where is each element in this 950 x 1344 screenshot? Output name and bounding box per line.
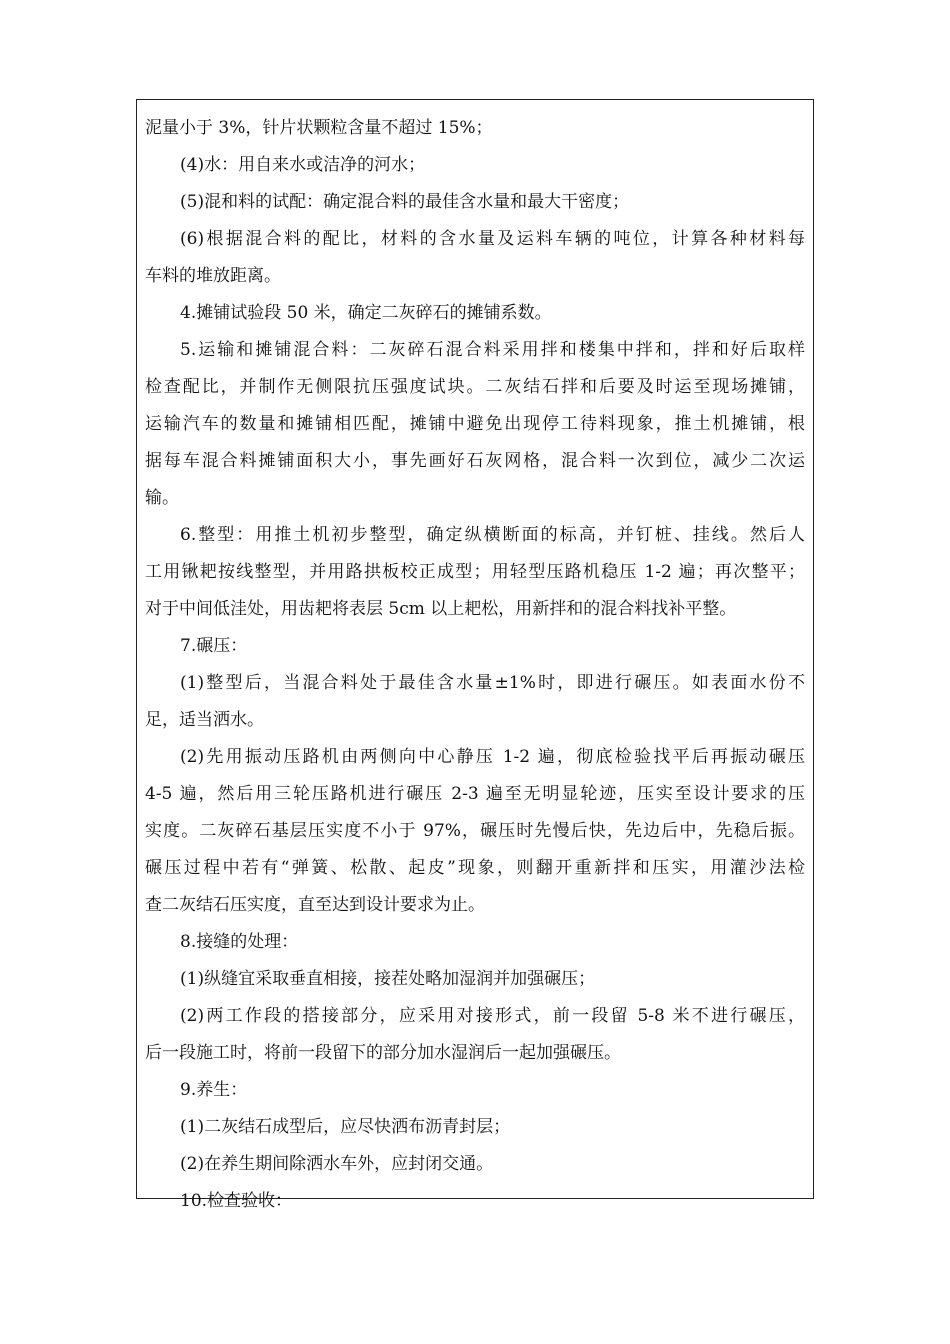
text-line: (5)混和料的试配：确定混合料的最佳含水量和最大干密度；: [180, 192, 630, 212]
text-line: (2)先用振动压路机由两侧向中心静压 1-2 遍，彻底检验找平后再振动碾压: [180, 747, 805, 767]
text-line: (1)整型后，当混合料处于最佳含水量±1%时，即进行碾压。如表面水份不: [180, 673, 805, 693]
text-line: (4)水：用自来水或洁净的河水；: [180, 155, 426, 175]
text-line: 据每车混合料摊铺面积大小，事先画好石灰网格，混合料一次到位，减少二次运: [145, 451, 805, 471]
text-line: (6)根据混合料的配比，材料的含水量及运料车辆的吨位，计算各种材料每: [180, 229, 805, 249]
text-line: 检查配比，并制作无侧限抗压强度试块。二灰结石拌和后要及时运至现场摊铺，: [145, 377, 805, 397]
text-line: (1)纵缝宜采取垂直相接，接茬处略加湿润并加强碾压；: [180, 969, 596, 989]
document-body: [145, 110, 805, 1220]
text-line: 4.摊铺试验段 50 米，确定二灰碎石的摊铺系数。: [180, 303, 552, 323]
text-line: 5.运输和摊铺混合料：二灰碎石混合料采用拌和楼集中拌和，拌和好后取样: [180, 340, 805, 360]
text-line: 工用锹耙按线整型，并用路拱板校正成型；用轻型压路机稳压 1-2 遍；再次整平；: [145, 562, 805, 582]
text-line: 实度。二灰碎石基层压实度不小于 97%，碾压时先慢后快，先边后中，先稳后振。: [145, 821, 805, 841]
text-line: (2)两工作段的搭接部分，应采用对接形式，前一段留 5-8 米不进行碾压，: [180, 1006, 805, 1026]
text-line: (1)二灰结石成型后，应尽快洒布沥青封层；: [180, 1117, 511, 1137]
text-line: 泥量小于 3%，针片状颗粒含量不超过 15%；: [145, 118, 493, 138]
text-line: 运输汽车的数量和摊铺相匹配，摊铺中避免出现停工待料现象，推土机摊铺，根: [145, 414, 805, 434]
text-line: 4-5 遍，然后用三轮压路机进行碾压 2-3 遍至无明显轮迹，压实至设计要求的压: [145, 784, 805, 804]
text-line: 10.检查验收：: [180, 1191, 293, 1211]
document-frame: [136, 99, 814, 1211]
text-line: 查二灰结石压实度，直至达到设计要求为止。: [145, 895, 485, 915]
text-line: 后一段施工时，将前一段留下的部分加水湿润后一起加强碾压。: [145, 1043, 621, 1063]
text-line: 碾压过程中若有“弹簧、松散、起皮”现象，则翻开重新拌和压实，用灌沙法检: [145, 858, 805, 878]
text-line: 足，适当洒水。: [145, 710, 264, 730]
text-line: 9.养生：: [180, 1080, 248, 1100]
text-line: 7.碾压：: [180, 636, 248, 656]
text-line: 车料的堆放距离。: [145, 266, 281, 286]
text-line: 对于中间低洼处，用齿耙将表层 5cm 以上耙松，用新拌和的混合料找补平整。: [145, 599, 737, 619]
text-line: 6.整型：用推土机初步整型，确定纵横断面的标高，并钉桩、挂线。然后人: [180, 525, 805, 545]
text-line: 输。: [145, 488, 179, 508]
text-line: 8.接缝的处理：: [180, 932, 299, 952]
text-line: (2)在养生期间除洒水车外，应封闭交通。: [180, 1154, 494, 1174]
